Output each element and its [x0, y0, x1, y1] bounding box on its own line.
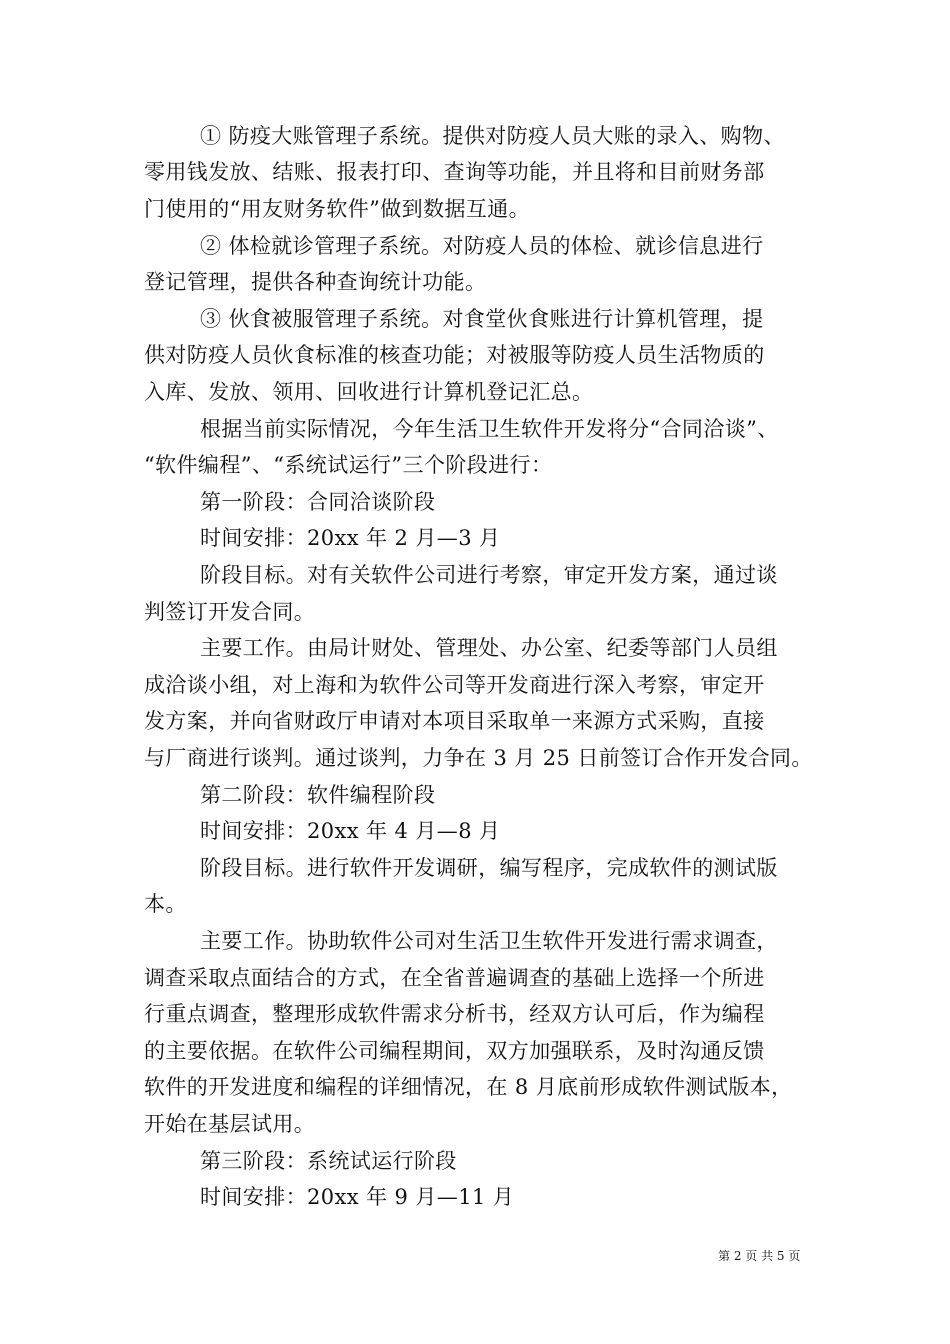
text-line: “软件编程”、“系统试运行”三个阶段进行： [144, 453, 553, 477]
text-line: 软件的开发进度和编程的详细情况，在 8 月底前形成软件测试版本， [144, 1075, 793, 1099]
text-line: 登记管理，提供各种查询统计功能。 [144, 270, 487, 294]
text-line: 阶段目标。进行软件开发调研，编写程序，完成软件的测试版 [200, 856, 778, 880]
text-line: 时间安排：20xx 年 4 月—8 月 [200, 819, 501, 843]
text-line: 本。 [144, 892, 187, 916]
text-line: 时间安排：20xx 年 2 月—3 月 [200, 526, 501, 550]
text-line: 阶段目标。对有关软件公司进行考察，审定开发方案，通过谈 [200, 563, 778, 587]
text-line: 时间安排：20xx 年 9 月—11 月 [200, 1185, 515, 1209]
text-line: 入库、发放、领用、回收进行计算机登记汇总。 [144, 380, 594, 404]
text-line: 判签订开发合同。 [144, 600, 316, 624]
text-line: 主要工作。由局计财处、管理处、办公室、纪委等部门人员组 [200, 636, 778, 660]
text-line: 根据当前实际情况，今年生活卫生软件开发将分“合同洽谈”、 [200, 417, 779, 441]
text-line: 主要工作。协助软件公司对生活卫生软件开发进行需求调查， [200, 929, 778, 953]
text-line: 供对防疫人员伙食标准的核查功能；对被服等防疫人员生活物质的 [144, 343, 765, 367]
text-line: 行重点调查，整理形成软件需求分析书，经双方认可后，作为编程 [144, 1002, 765, 1026]
text-line: ① 防疫大账管理子系统。提供对防疫人员大账的录入、购物、 [200, 124, 785, 148]
text-line: 调查采取点面结合的方式，在全省普遍调查的基础上选择一个所进 [144, 966, 765, 990]
text-line: 第一阶段：合同洽谈阶段 [200, 490, 436, 514]
text-line: 的主要依据。在软件公司编程期间，双方加强联系，及时沟通反馈 [144, 1039, 765, 1063]
text-line: 零用钱发放、结账、报表打印、查询等功能，并且将和目前财务部 [144, 160, 765, 184]
text-line: 成洽谈小组，对上海和为软件公司等开发商进行深入考察，审定开 [144, 673, 765, 697]
text-line: 发方案，并向省财政厅申请对本项目采取单一来源方式采购，直接 [144, 709, 765, 733]
page-number-footer: 第 2 页 共 5 页 [718, 1249, 801, 1263]
text-line: 门使用的“用友财务软件”做到数据互通。 [144, 197, 531, 221]
text-line: 第三阶段：系统试运行阶段 [200, 1149, 457, 1173]
text-line: ② 体检就诊管理子系统。对防疫人员的体检、就诊信息进行 [200, 234, 764, 258]
text-line: 第二阶段：软件编程阶段 [200, 783, 436, 807]
text-line: 与厂商进行谈判。通过谈判，力争在 3 月 25 日前签订合作开发合同。 [144, 746, 813, 770]
text-line: ③ 伙食被服管理子系统。对食堂伙食账进行计算机管理，提 [200, 307, 764, 331]
text-line: 开始在基层试用。 [144, 1112, 316, 1136]
